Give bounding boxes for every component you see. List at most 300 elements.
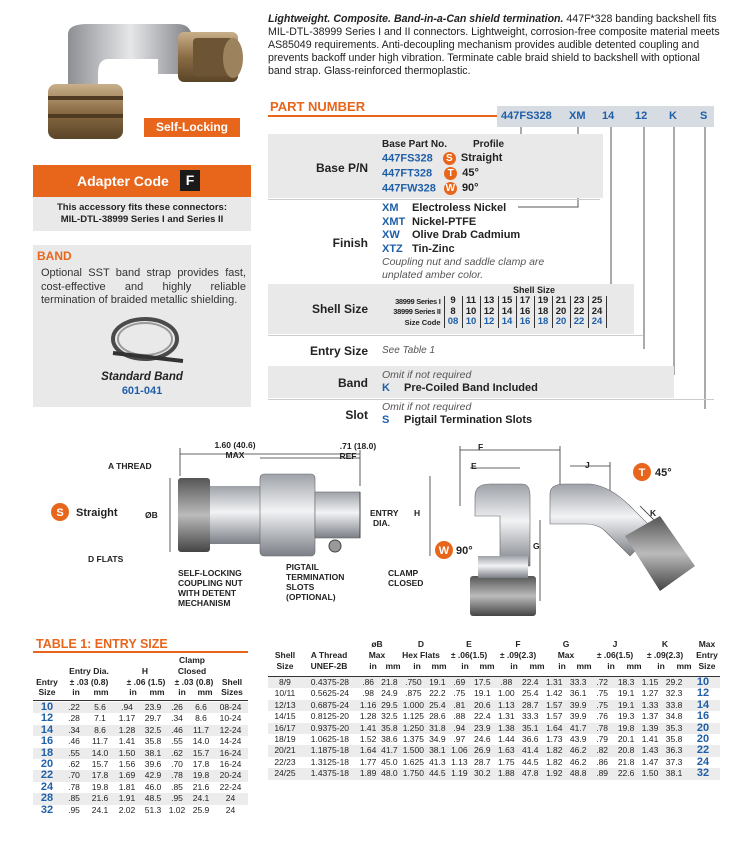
- base-row-1: [382, 152, 502, 165]
- t2-h-athread: A Thread: [310, 650, 348, 660]
- table-cell: 42.9: [141, 770, 165, 781]
- shell-cell: 12: [480, 307, 498, 318]
- t2-h-unef: UNEF-2B: [310, 661, 348, 671]
- base-part: 447FW328: [382, 182, 436, 195]
- finish-note: Coupling nut and saddle clamp are unplated amber color.: [382, 256, 545, 281]
- table-cell: 5.6: [87, 702, 113, 713]
- table-cell: 18/19: [274, 734, 296, 745]
- t2-h-ktol: ± .09(2.3): [646, 650, 684, 660]
- table-cell: .94: [448, 723, 470, 734]
- table-row: [33, 702, 248, 713]
- shell-cell: 25: [588, 296, 606, 307]
- finish-label: Finish: [332, 236, 368, 250]
- table-cell: 46.2: [569, 756, 587, 767]
- t1-h-in: in: [129, 687, 137, 697]
- table-cell: 38.1: [141, 748, 165, 759]
- table-cell: 36.1: [569, 688, 587, 699]
- table-cell: 45.0: [381, 756, 398, 767]
- table-cell: 28.6: [429, 711, 446, 722]
- code-entry: 12: [635, 110, 648, 122]
- table-cell: 12/13: [268, 700, 302, 711]
- t2-h-max: Max: [698, 639, 716, 649]
- t1-h-sizes: Sizes: [221, 687, 243, 697]
- table-row: [33, 770, 248, 781]
- table-cell: 1.75: [498, 756, 515, 767]
- table-cell: 1.33: [638, 700, 662, 711]
- table-cell: 19.1: [474, 688, 491, 699]
- table-cell: 6.6: [189, 702, 213, 713]
- table-cell: .46: [165, 725, 189, 736]
- entry-size-cell: 24: [40, 780, 54, 793]
- t1-h-closed: Closed: [177, 666, 207, 676]
- base-pn-label: Base P/N: [315, 161, 368, 175]
- table2-header: [268, 640, 720, 676]
- table-cell: 1.0625-18: [310, 734, 350, 745]
- table-cell: 39.9: [569, 711, 587, 722]
- t2-unit: in: [657, 661, 665, 671]
- table-cell: 1.41: [118, 736, 136, 747]
- shell-size-grid: [380, 296, 607, 328]
- table-cell: 19.8: [91, 781, 109, 792]
- table-cell: 47.8: [518, 768, 542, 779]
- table-cell: .79: [596, 734, 609, 745]
- d-flats-label: D FLATS: [88, 554, 124, 564]
- table-cell: 22/23: [274, 756, 296, 767]
- t1-h-in: in: [72, 687, 80, 697]
- table-cell: 22.6: [614, 768, 638, 779]
- table-row: [268, 688, 720, 699]
- shell-code: 10: [462, 317, 480, 328]
- table-cell: 29.7: [144, 713, 162, 724]
- entry-size-cell: 32: [40, 803, 54, 816]
- finish-item: [382, 229, 520, 243]
- table-cell: 11.7: [92, 736, 108, 747]
- shell-cell: 8: [444, 307, 462, 318]
- description-lead: Lightweight. Composite. Band-in-a-Can shield termination.: [268, 13, 564, 25]
- entry-dia-label2: DIA.: [373, 518, 390, 528]
- table-cell: 14.0: [192, 736, 210, 747]
- t2-unit: in: [510, 661, 518, 671]
- table-cell: 1.17: [118, 713, 136, 724]
- table-cell: 41.3: [429, 756, 446, 767]
- band-part: 601-041: [121, 385, 163, 397]
- table-cell: 1.15: [638, 677, 662, 688]
- shell-cell: 9: [444, 296, 462, 307]
- table-cell: 1.69: [113, 770, 141, 781]
- table-cell: .82: [590, 745, 614, 756]
- base-profile: 45°: [462, 167, 479, 180]
- table-cell: .750: [400, 677, 426, 688]
- max-entry-cell: 14: [686, 700, 720, 711]
- table-cell: 1.73: [545, 734, 563, 745]
- table-cell: 26.9: [470, 745, 494, 756]
- table-cell: 1.41: [359, 722, 377, 733]
- table-cell: 19.8: [614, 723, 638, 734]
- table-cell: 8.6: [87, 725, 113, 736]
- table2-body: [268, 677, 720, 780]
- shell-row-label: 38999 Series II: [380, 307, 444, 318]
- table-cell: .78: [68, 781, 80, 792]
- adapter-code-title: Adapter Code: [77, 173, 169, 189]
- table-cell: .75: [596, 688, 609, 699]
- table-cell: 32.5: [381, 711, 398, 722]
- table-cell: .78: [165, 770, 189, 781]
- table-cell: 20/21: [268, 745, 302, 756]
- table-cell: 28.7: [474, 756, 491, 767]
- table-row: [33, 713, 248, 724]
- shell-cell: 15: [498, 296, 516, 307]
- slot-label: Slot: [345, 408, 368, 422]
- table-row: [268, 700, 720, 711]
- table-cell: 33.3: [566, 677, 590, 688]
- table-cell: 51.3: [144, 804, 162, 815]
- table-cell: 35.3: [662, 723, 686, 734]
- k-label: K: [650, 508, 657, 518]
- t2-h-etol: ± .06(1.5): [450, 650, 488, 660]
- adapter-note-line1: This accessory fits these connectors:: [56, 202, 227, 213]
- table-cell: 22.4: [474, 711, 491, 722]
- table-cell: 1.56: [118, 759, 136, 770]
- table-cell: .86: [358, 677, 379, 688]
- adapter-note-line2: MIL-DTL-38999 Series I and Series II: [60, 214, 224, 225]
- table-cell: 33.8: [662, 700, 686, 711]
- shell-cell: 18: [534, 307, 552, 318]
- table-cell: 1.42: [545, 688, 563, 699]
- table-cell: 1.31: [498, 711, 515, 722]
- table-cell: .70: [61, 770, 87, 781]
- table-cell: 1.16: [359, 699, 377, 710]
- base-hdr-profile: Profile: [473, 139, 505, 150]
- table-cell: 1.64: [542, 723, 566, 734]
- shell-code: 20: [552, 317, 570, 328]
- finish-list: [382, 202, 520, 256]
- entry-size-note: See Table 1: [382, 345, 436, 356]
- table-cell: 1.1875-18: [302, 745, 358, 756]
- table-cell: 36.3: [662, 745, 686, 756]
- table-cell: 41.7: [378, 745, 400, 756]
- finish-code: XW: [382, 229, 400, 241]
- table-cell: 1.92: [542, 768, 566, 779]
- shell-row-label: 38999 Series I: [380, 296, 444, 307]
- table-cell: .85: [171, 781, 183, 792]
- table-cell: 19.1: [426, 677, 448, 688]
- table-cell: 1.4375-18: [302, 768, 358, 779]
- finish-code: XMT: [382, 215, 406, 228]
- base-profile: 90°: [461, 182, 479, 195]
- t2-h-f: F: [515, 639, 521, 649]
- part-number-title: PART NUMBER: [270, 99, 366, 114]
- table-cell: 18.3: [614, 677, 638, 688]
- table-cell: 29.5: [378, 700, 400, 711]
- entry-size-cell: 14: [33, 725, 61, 736]
- table-cell: 1.28: [359, 711, 377, 722]
- t2-unit: in: [369, 661, 377, 671]
- table-cell: .34: [61, 725, 87, 736]
- table-cell: 20.1: [617, 734, 635, 745]
- table-cell: 1.06: [448, 745, 470, 756]
- band-panel: [33, 245, 251, 407]
- base-part: 447FS328: [382, 152, 433, 165]
- t1-h-shell: Shell: [221, 677, 243, 687]
- profile-letter: S: [443, 152, 456, 165]
- table-cell: .89: [590, 768, 614, 779]
- table-cell: 1.02: [168, 804, 186, 815]
- table-cell: 19.3: [617, 711, 635, 722]
- table-cell: 29.2: [662, 677, 686, 688]
- table-cell: 1.57: [545, 711, 563, 722]
- t-label: 45°: [655, 467, 672, 479]
- shell-cell: 17: [516, 296, 534, 307]
- table-cell: 17.8: [87, 770, 113, 781]
- t1-h-entrydia: Entry Dia.: [69, 666, 109, 676]
- clamp-closed-label: CLAMP CLOSED: [388, 568, 424, 588]
- t2-h-hex: Hex Flats: [402, 650, 440, 660]
- table-cell: 1.19: [448, 768, 470, 779]
- table-cell: .70: [171, 759, 183, 770]
- adapter-note: [33, 197, 251, 231]
- table-cell: 37.3: [665, 756, 683, 767]
- table-cell: .88: [453, 711, 466, 722]
- table-cell: .55: [171, 736, 183, 747]
- table-cell: 1.41: [641, 734, 659, 745]
- code-slot: S: [700, 110, 708, 122]
- shell-cell: 23: [570, 296, 588, 307]
- finish-desc: Nickel-PTFE: [412, 215, 477, 228]
- t2-unit: mm: [626, 661, 642, 671]
- table-cell: 16/17: [268, 723, 302, 734]
- table-cell: 17.8: [192, 759, 210, 770]
- table-cell: 38.1: [662, 768, 686, 779]
- table-cell: 17.5: [470, 677, 494, 688]
- t1-h-mm: mm: [149, 687, 165, 697]
- shell-code: 22: [570, 317, 588, 328]
- table-cell: 46.2: [566, 745, 590, 756]
- max-entry-cell: 10: [686, 677, 720, 688]
- table-cell: .34: [171, 713, 183, 724]
- table1-divider: [33, 700, 248, 701]
- max-entry-cell: 20: [686, 723, 720, 734]
- table-cell: .26: [165, 702, 189, 713]
- table-cell: 22.2: [429, 688, 446, 699]
- ob-label: ØB: [145, 510, 158, 520]
- finish-item: [382, 216, 520, 230]
- t2-h-j: J: [612, 639, 618, 649]
- finish-item: [382, 243, 520, 257]
- base-row-3: [382, 182, 479, 195]
- entry-size-label: Entry Size: [309, 344, 368, 358]
- straight-label: Straight: [76, 507, 118, 519]
- shell-code: 08: [444, 317, 462, 328]
- table-cell: .86: [596, 756, 609, 767]
- table-row: [33, 748, 248, 759]
- table-cell: 41.4: [518, 745, 542, 756]
- t2-unit: in: [413, 661, 421, 671]
- table-cell: 34.8: [665, 711, 683, 722]
- t1-h-h: H: [141, 666, 149, 676]
- t1-h-in: in: [178, 687, 186, 697]
- table-cell: 1.82: [542, 745, 566, 756]
- finish-desc: Electroless Nickel: [412, 202, 507, 214]
- table-cell: 16-24: [219, 759, 242, 770]
- t2-h-g: G: [562, 639, 570, 649]
- table-cell: 20.6: [470, 700, 494, 711]
- table-row: [268, 711, 720, 722]
- table-cell: 23.9: [141, 702, 165, 713]
- table-row: [33, 782, 248, 793]
- shell-cell: 21: [552, 296, 570, 307]
- f-label: F: [478, 442, 484, 452]
- table-cell: 30.2: [470, 768, 494, 779]
- t2-unit: mm: [529, 661, 545, 671]
- table-cell: 24.1: [189, 793, 213, 804]
- t1-h-size: Size: [38, 687, 56, 697]
- table-cell: 14/15: [274, 711, 296, 722]
- code-shell: 14: [602, 110, 615, 122]
- table-cell: .94: [113, 702, 141, 713]
- self-locking-label: SELF-LOCKING COUPLING NUT WITH DETENT MECHANISM: [178, 568, 243, 608]
- slot-desc: Pigtail Termination Slots: [404, 414, 533, 426]
- table-cell: 25.9: [192, 804, 210, 815]
- table-cell: 1.91: [113, 793, 141, 804]
- table1-body: [33, 702, 248, 816]
- band-strap-image: [103, 313, 193, 368]
- table-cell: 1.250: [400, 723, 426, 734]
- table-cell: 1.3125-18: [310, 756, 350, 767]
- table-cell: 23.9: [470, 723, 494, 734]
- w-label: 90°: [456, 545, 473, 557]
- max-entry-cell: 16: [696, 710, 710, 723]
- table-cell: .46: [68, 736, 80, 747]
- t2-h-d: D: [417, 639, 425, 649]
- table-cell: .55: [61, 748, 87, 759]
- shell-cell: 11: [462, 296, 480, 307]
- table-cell: 1.00: [498, 688, 515, 699]
- table-cell: 19.1: [614, 700, 638, 711]
- table-cell: 1.63: [494, 745, 518, 756]
- table-cell: 16-24: [213, 748, 248, 759]
- t2-h-shell: Shell: [274, 650, 296, 660]
- base-profile: Straight: [460, 152, 503, 165]
- table-cell: 35.8: [144, 736, 162, 747]
- code-finish: XM: [569, 110, 586, 122]
- max-entry-cell: 32: [686, 768, 720, 779]
- table-row: [268, 677, 720, 688]
- shell-code: 16: [516, 317, 534, 328]
- t2-unit: mm: [479, 661, 495, 671]
- finish-desc: Tin-Zinc: [412, 242, 455, 255]
- slot-omit: Omit if not required: [382, 401, 472, 413]
- max-entry-cell: 12: [696, 687, 710, 700]
- profile-letter: W: [445, 183, 456, 194]
- finish-desc: Olive Drab Cadmium: [412, 229, 521, 241]
- table-cell: 8/9: [268, 677, 302, 688]
- base-part: 447FT328: [382, 167, 433, 180]
- w-letter: W: [438, 545, 450, 557]
- table-cell: 33.3: [521, 711, 539, 722]
- entry-dia-label: ENTRY: [370, 508, 399, 518]
- shell-cell: 19: [534, 296, 552, 307]
- t2-h-max-ob: Max: [368, 650, 386, 660]
- entry-size-cell: 22: [33, 770, 61, 781]
- table-cell: 0.5625-24: [310, 688, 350, 699]
- a-thread-label: A THREAD: [108, 461, 152, 471]
- t2-h-gmax: Max: [557, 650, 575, 660]
- t2-h-ob: øB: [371, 639, 383, 649]
- shell-cell: 14: [498, 307, 516, 318]
- entry-size-cell: 16: [40, 735, 54, 748]
- table-cell: 35.1: [518, 723, 542, 734]
- pigtail-label: PIGTAIL TERMINATION SLOTS (OPTIONAL): [286, 562, 345, 602]
- t1-h-tol2: ± .06 (1.5): [126, 677, 166, 687]
- base-row-2: [382, 167, 479, 180]
- table-cell: .22: [61, 702, 87, 713]
- table1-underline: [33, 651, 248, 653]
- t2-h-size: Size: [276, 661, 294, 671]
- table-row: [33, 805, 248, 816]
- table-cell: 1.27: [641, 688, 659, 699]
- table-cell: 25.4: [521, 688, 539, 699]
- t2-unit: mm: [431, 661, 447, 671]
- entry-size-cell: 20: [40, 758, 54, 771]
- t2-h-entry: Entry: [696, 650, 718, 660]
- part-code-bar: [497, 106, 714, 127]
- table-cell: .62: [165, 748, 189, 759]
- dim-ref-label: REF: [339, 451, 357, 461]
- table-row: [33, 736, 248, 747]
- entry-size-cell: 28: [33, 793, 61, 804]
- straight-letter: S: [56, 507, 64, 519]
- table-cell: 32.3: [665, 688, 683, 699]
- t1-h-tol1: ± .03 (0.8): [69, 677, 109, 687]
- shell-code: 14: [498, 317, 516, 328]
- table-cell: .97: [453, 734, 466, 745]
- table-cell: 2.02: [118, 804, 136, 815]
- t2-unit: mm: [676, 661, 692, 671]
- table-cell: 36.6: [521, 734, 539, 745]
- table-cell: 1.77: [359, 756, 377, 767]
- band-option: [382, 382, 538, 394]
- code-base: 447FS328: [501, 110, 552, 122]
- table-cell: 39.6: [144, 759, 162, 770]
- table1-header: [33, 654, 248, 700]
- table-cell: 1.375: [402, 734, 424, 745]
- table-cell: 1.82: [545, 756, 563, 767]
- t2-unit: mm: [576, 661, 592, 671]
- table-cell: 15.7: [91, 759, 109, 770]
- adapter-code-letter: F: [180, 170, 200, 191]
- table-cell: .95: [165, 793, 189, 804]
- table-row: [268, 745, 720, 756]
- table-cell: 1.28: [113, 725, 141, 736]
- t1-h-mm: mm: [197, 687, 213, 697]
- t2-units: [268, 662, 720, 673]
- table-cell: 7.1: [94, 713, 106, 724]
- max-entry-cell: 24: [696, 755, 710, 768]
- table-cell: 0.9375-20: [302, 723, 358, 734]
- table-cell: 10-24: [219, 713, 242, 724]
- table-cell: 1.13: [451, 756, 468, 767]
- table-cell: .75: [590, 700, 614, 711]
- table-cell: 1.37: [641, 711, 659, 722]
- table-cell: .88: [494, 677, 518, 688]
- table-cell: 12-24: [213, 725, 248, 736]
- dim-ref: .71 (18.0): [339, 441, 377, 451]
- shell-cell: 20: [552, 307, 570, 318]
- table-cell: 1.88: [494, 768, 518, 779]
- table-cell: 1.52: [359, 734, 377, 745]
- table-cell: 35.8: [665, 734, 683, 745]
- adapter-code-banner: [33, 165, 251, 197]
